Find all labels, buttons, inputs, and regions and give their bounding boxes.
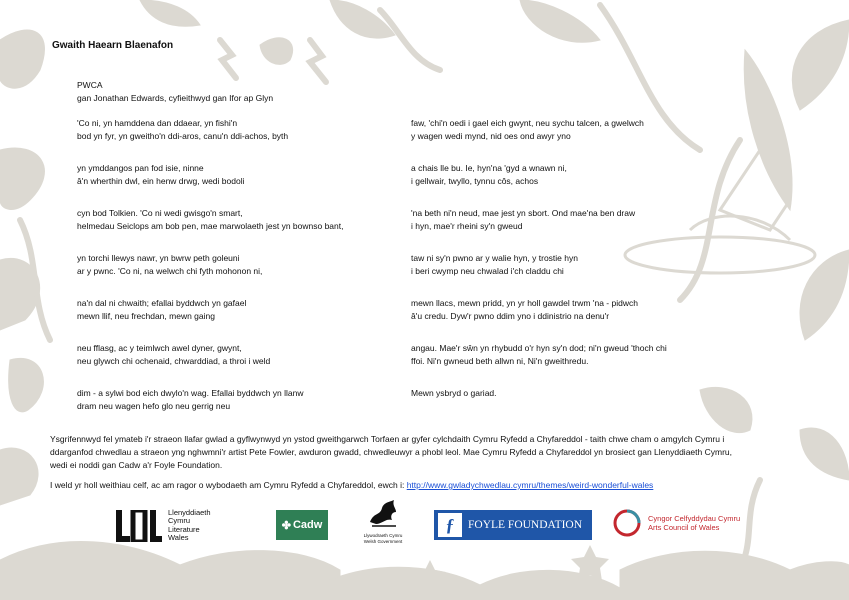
leaf-shape xyxy=(140,0,200,26)
logo-text: Literature xyxy=(168,524,200,534)
footer-description xyxy=(50,433,800,472)
arts-council-wales-logo xyxy=(612,508,741,543)
leaf-shape xyxy=(0,448,38,505)
poem-stanza xyxy=(77,387,377,432)
logo-text: Cymru xyxy=(168,516,191,526)
poem-stanza xyxy=(77,252,377,297)
leaf-shape xyxy=(260,38,293,65)
poem-stanza xyxy=(411,117,721,162)
logo-text: Wales xyxy=(168,533,189,543)
footer-line: wedi ei noddi gan Cadw a'r Foyle Foundation. xyxy=(50,460,223,470)
poem-line: na'n dal ni chwaith; efallai byddwch yn gafael xyxy=(77,298,247,308)
poem-line: yn torchi llewys nawr, yn bwrw peth goleuni xyxy=(77,253,240,263)
footer-line: Ysgrifennwyd fel ymateb i'r straeon llafar gwlad a gyflwynwyd yn ystod gweithgarwch Torfaen ar gyfer cylchdaith Cymru Ryfedd a Chyfareddol - taith chwe cham o amgylch Cymru i xyxy=(50,434,725,444)
vine-stroke xyxy=(220,40,236,78)
poem-line: 'Co ni, yn hamddena dan ddaear, yn fishi'n xyxy=(77,118,238,128)
leaf-shape xyxy=(0,148,44,209)
leaf-shape xyxy=(800,428,849,480)
arts-council-ring-icon xyxy=(612,508,642,538)
poem-line: Mewn ysbryd o gariad. xyxy=(411,388,497,398)
poem-line: dim - a sylwi bod eich dwylo'n wag. Efallai byddwch yn llanw xyxy=(77,388,304,398)
poem-line: mewn llacs, mewn pridd, yn yr holl gawdel trwm 'na - pidwch xyxy=(411,298,638,308)
literature-wales-mark-icon xyxy=(116,510,162,542)
poem-stanza xyxy=(77,117,377,162)
cadw-mark-icon: ✤ xyxy=(281,519,291,532)
poem-line: i beri cwymp neu chwalad i'ch claddu chi xyxy=(411,266,564,276)
poem-line: â'u credu. Dyw'r pwno ddim yno i ddinistrio na denu'r xyxy=(411,311,610,321)
poem-column-right xyxy=(411,117,721,432)
poem-stanza xyxy=(77,342,377,387)
vine-stroke xyxy=(380,10,440,70)
poem-column-left xyxy=(77,117,377,432)
vine-stroke xyxy=(310,40,326,82)
poem-line: ffoi. Ni'n gwneud beth allwn ni, Ni'n gweithredu. xyxy=(411,356,589,366)
footer-line: ddarganfod chwedlau a straeon yng nghwmni'r artist Pete Fowler, awduron gwadd, chwedleuwyr a phobl leol. Mae Cymru Ryfedd a Chyfareddol yn brosiect gan Llenyddiaeth Cymru, xyxy=(50,447,732,457)
leaf-shape xyxy=(9,358,44,411)
poem-stanza xyxy=(411,297,721,342)
poem-line: angau. Mae'r sŵn yn rhybudd o'r hyn sy'n dod; ni'n gweud 'thoch chi xyxy=(411,343,667,353)
logo-text: Llenyddiaeth xyxy=(168,508,211,517)
poem-line: ar y pwnc. 'Co ni, na welwch chi fyth mohonon ni, xyxy=(77,266,263,276)
leaf-shape xyxy=(792,20,849,110)
leaf-shape xyxy=(520,0,600,42)
poem-stanza xyxy=(411,207,721,252)
poem-heading: PWCA xyxy=(77,80,103,90)
project-website-link[interactable]: http://www.gwladychwedlau.cymru/themes/weird-wonderful-wales xyxy=(406,480,654,490)
poem-line: dram neu wagen hefo glo neu gerrig neu xyxy=(77,401,231,411)
poem-line: mewn llif, neu frechdan, mewn gaing xyxy=(77,311,215,321)
poem-line: a chais lle bu. Ie, hyn'na 'gyd a wnawn ni, xyxy=(411,163,567,173)
poem-intro xyxy=(77,79,273,105)
poem-line: i gellwair, twyllo, tynnu côs, achos xyxy=(411,176,539,186)
poem-line: neu glywch chi ochenaid, chwarddiad, a throi i weld xyxy=(77,356,271,366)
logo-text: Arts Council of Wales xyxy=(648,523,720,532)
poem-stanza xyxy=(77,162,377,207)
cadw-logo-text: Cadw xyxy=(292,519,323,531)
poem-stanza xyxy=(77,207,377,252)
poem-line: 'na beth ni'n neud, mae jest yn sbort. Ond mae'na ben draw xyxy=(411,208,636,218)
poem-line: faw, 'chi'n oedi i gael eich gwynt, neu sychu talcen, a gwelwch xyxy=(411,118,644,128)
poem-stanza xyxy=(411,342,721,387)
leaf-shape xyxy=(0,30,44,88)
poem-line: helmedau Seiclops am bob pen, mae marwolaeth jest yn bownso bant, xyxy=(77,221,344,231)
literature-wales-logo xyxy=(116,508,211,547)
poem-line: bod yn fyr, yn gweitho'n ddi-aros, canu'n ddi-achos, byth xyxy=(77,131,289,141)
cadw-logo xyxy=(276,510,328,540)
foyle-foundation-logo xyxy=(434,510,592,540)
foyle-logo-text: FOYLE FOUNDATION xyxy=(468,519,583,531)
poem-line: â'n wherthin dwl, ein henw drwg, wedi bodoli xyxy=(77,176,245,186)
poem-line: neu fflasg, ac y teimlwch awel dyner, gwynt, xyxy=(77,343,242,353)
logo-text: Llywodraeth Cymru xyxy=(363,533,403,538)
poem-line: y wagen wedi mynd, nid oes ond awyr yno xyxy=(411,131,571,141)
poem-stanza xyxy=(77,297,377,342)
foyle-f-icon: ƒ xyxy=(438,513,462,537)
poem-line: yn ymddangos pan fod isie, ninne xyxy=(77,163,204,173)
poem-byline: gan Jonathan Edwards, cyfieithwyd gan Ifor ap Glyn xyxy=(77,93,274,103)
welsh-government-logo xyxy=(357,498,409,545)
logo-text: Welsh Government xyxy=(363,539,403,544)
dragon-icon xyxy=(366,498,400,528)
logo-text: Cyngor Celfyddydau Cymru xyxy=(648,514,741,523)
poem-line: taw ni sy'n pwno ar y walie hyn, y trostie hyn xyxy=(411,253,578,263)
poem-stanza xyxy=(411,252,721,297)
footer-link-intro: I weld yr holl weithiau celf, ac am ragor o wybodaeth am Cymru Ryfedd a Chyfareddol, ewch i: xyxy=(50,480,407,490)
poem-line: cyn bod Tolkien. 'Co ni wedi gwisgo'n smart, xyxy=(77,208,243,218)
mound-shape xyxy=(0,541,340,600)
leaf-shape xyxy=(744,50,792,210)
poem-stanza xyxy=(411,387,721,432)
poem-line: i hyn, mae'r rheini sy'n gweud xyxy=(411,221,523,231)
mound-shape xyxy=(330,567,620,600)
footer-link-paragraph xyxy=(50,479,800,492)
poem-stanza xyxy=(411,162,721,207)
page-title: Gwaith Haearn Blaenafon xyxy=(52,40,174,51)
